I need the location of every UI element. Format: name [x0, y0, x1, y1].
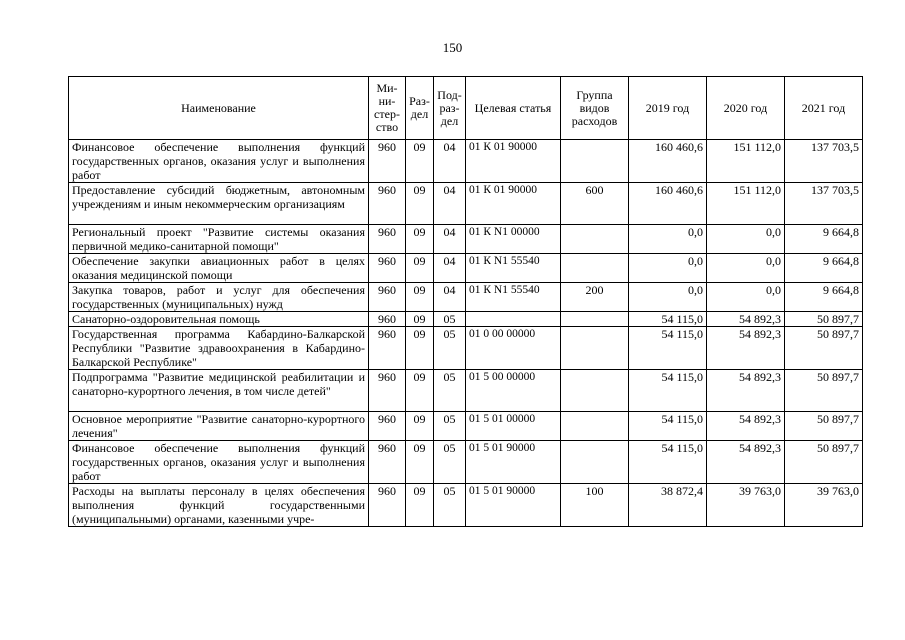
cell-2020: 151 112,0	[707, 183, 785, 225]
cell-target: 01 5 01 90000	[466, 484, 561, 527]
table-row	[69, 412, 863, 441]
cell-2020: 0,0	[707, 283, 785, 312]
table-row	[69, 312, 863, 327]
header-section: Раз- дел	[406, 77, 434, 140]
cell-2019: 54 115,0	[629, 370, 707, 412]
cell-target: 01 0 00 00000	[466, 327, 561, 370]
cell-ministry: 960	[369, 283, 406, 312]
cell-2021: 50 897,7	[785, 441, 863, 484]
table-row	[69, 283, 863, 312]
cell-subsection: 05	[434, 441, 466, 484]
cell-name: Финансовое обеспечение выполнения функций государственных органов, оказания услуг и выполнения работ	[69, 140, 369, 183]
table-row	[69, 484, 863, 527]
cell-2019: 0,0	[629, 254, 707, 283]
cell-ministry: 960	[369, 225, 406, 254]
cell-subsection: 05	[434, 370, 466, 412]
cell-ministry: 960	[369, 254, 406, 283]
cell-name: Государственная программа Кабардино-Балкарской Республики "Развитие здравоохранения в Кабардино-Балкарской Республике"	[69, 327, 369, 370]
cell-section: 09	[406, 312, 434, 327]
cell-name: Санаторно-оздоровительная помощь	[69, 312, 369, 327]
cell-name: Расходы на выплаты персоналу в целях обеспечения выполнения функций государственными (муниципальными) органами, казенными учре-	[69, 484, 369, 527]
cell-subsection: 04	[434, 140, 466, 183]
table-row	[69, 370, 863, 412]
cell-2019: 54 115,0	[629, 312, 707, 327]
cell-ministry: 960	[369, 327, 406, 370]
table-row	[69, 441, 863, 484]
cell-section: 09	[406, 484, 434, 527]
cell-expense-group	[561, 254, 629, 283]
cell-2020: 54 892,3	[707, 370, 785, 412]
page-number: 150	[442, 40, 463, 55]
cell-2019: 54 115,0	[629, 327, 707, 370]
cell-name: Подпрограмма "Развитие медицинской реабилитации и санаторно-курортного лечения, в том числе детей"	[69, 370, 369, 412]
cell-ministry: 960	[369, 412, 406, 441]
table-row	[69, 140, 863, 183]
cell-2021: 50 897,7	[785, 312, 863, 327]
cell-name: Региональный проект "Развитие системы оказания первичной медико-санитарной помощи"	[69, 225, 369, 254]
cell-expense-group	[561, 441, 629, 484]
cell-2019: 54 115,0	[629, 441, 707, 484]
cell-2021: 39 763,0	[785, 484, 863, 527]
cell-name: Закупка товаров, работ и услуг для обеспечения государственных (муниципальных) нужд	[69, 283, 369, 312]
cell-ministry: 960	[369, 441, 406, 484]
cell-2019: 160 460,6	[629, 183, 707, 225]
budget-table	[68, 76, 863, 527]
cell-target: 01 К 01 90000	[466, 140, 561, 183]
cell-section: 09	[406, 140, 434, 183]
cell-2019: 0,0	[629, 225, 707, 254]
table-header-row	[69, 77, 863, 140]
cell-expense-group	[561, 225, 629, 254]
cell-section: 09	[406, 254, 434, 283]
cell-expense-group: 200	[561, 283, 629, 312]
header-expense-group: Группа видов расходов	[561, 77, 629, 140]
cell-2021: 137 703,5	[785, 183, 863, 225]
cell-section: 09	[406, 225, 434, 254]
cell-2019: 160 460,6	[629, 140, 707, 183]
cell-2021: 50 897,7	[785, 370, 863, 412]
header-ministry: Ми- ни- стер- ство	[369, 77, 406, 140]
cell-subsection: 05	[434, 312, 466, 327]
table-row	[69, 254, 863, 283]
cell-target: 01 К N1 00000	[466, 225, 561, 254]
cell-target: 01 5 01 00000	[466, 412, 561, 441]
cell-subsection: 05	[434, 327, 466, 370]
cell-2020: 151 112,0	[707, 140, 785, 183]
cell-section: 09	[406, 283, 434, 312]
cell-2019: 38 872,4	[629, 484, 707, 527]
cell-2021: 9 664,8	[785, 283, 863, 312]
cell-subsection: 05	[434, 484, 466, 527]
cell-ministry: 960	[369, 370, 406, 412]
cell-ministry: 960	[369, 183, 406, 225]
cell-expense-group	[561, 327, 629, 370]
cell-2021: 50 897,7	[785, 412, 863, 441]
cell-target: 01 К 01 90000	[466, 183, 561, 225]
header-2019: 2019 год	[629, 77, 707, 140]
cell-name: Обеспечение закупки авиационных работ в целях оказания медицинской помощи	[69, 254, 369, 283]
cell-section: 09	[406, 327, 434, 370]
header-target: Целевая статья	[466, 77, 561, 140]
table-row	[69, 327, 863, 370]
cell-2020: 54 892,3	[707, 441, 785, 484]
header-2020: 2020 год	[707, 77, 785, 140]
cell-section: 09	[406, 441, 434, 484]
cell-target: 01 5 00 00000	[466, 370, 561, 412]
cell-2020: 54 892,3	[707, 412, 785, 441]
cell-subsection: 05	[434, 412, 466, 441]
cell-2020: 0,0	[707, 254, 785, 283]
cell-target: 01 К N1 55540	[466, 283, 561, 312]
cell-ministry: 960	[369, 140, 406, 183]
cell-2021: 9 664,8	[785, 254, 863, 283]
cell-2020: 0,0	[707, 225, 785, 254]
cell-name: Основное мероприятие "Развитие санаторно-курортного лечения"	[69, 412, 369, 441]
cell-target: 01 5 01 90000	[466, 441, 561, 484]
cell-2021: 137 703,5	[785, 140, 863, 183]
cell-expense-group: 100	[561, 484, 629, 527]
table-row	[69, 183, 863, 225]
cell-expense-group	[561, 140, 629, 183]
cell-section: 09	[406, 370, 434, 412]
table-row	[69, 225, 863, 254]
cell-expense-group	[561, 370, 629, 412]
cell-2021: 50 897,7	[785, 327, 863, 370]
cell-target	[466, 312, 561, 327]
cell-name: Предоставление субсидий бюджетным, автономным учреждениям и иным некоммерческим организациям	[69, 183, 369, 225]
cell-2020: 54 892,3	[707, 327, 785, 370]
header-name: Наименование	[69, 77, 369, 140]
cell-2019: 54 115,0	[629, 412, 707, 441]
header-2021: 2021 год	[785, 77, 863, 140]
cell-subsection: 04	[434, 183, 466, 225]
cell-ministry: 960	[369, 312, 406, 327]
cell-section: 09	[406, 412, 434, 441]
cell-2019: 0,0	[629, 283, 707, 312]
cell-name: Финансовое обеспечение выполнения функций государственных органов, оказания услуг и выполнения работ	[69, 441, 369, 484]
cell-expense-group	[561, 312, 629, 327]
cell-subsection: 04	[434, 254, 466, 283]
cell-expense-group: 600	[561, 183, 629, 225]
cell-section: 09	[406, 183, 434, 225]
cell-target: 01 К N1 55540	[466, 254, 561, 283]
cell-ministry: 960	[369, 484, 406, 527]
cell-2021: 9 664,8	[785, 225, 863, 254]
cell-subsection: 04	[434, 225, 466, 254]
cell-2020: 54 892,3	[707, 312, 785, 327]
cell-2020: 39 763,0	[707, 484, 785, 527]
header-subsection: Под- раз- дел	[434, 77, 466, 140]
table-body	[69, 140, 863, 527]
cell-subsection: 04	[434, 283, 466, 312]
cell-expense-group	[561, 412, 629, 441]
